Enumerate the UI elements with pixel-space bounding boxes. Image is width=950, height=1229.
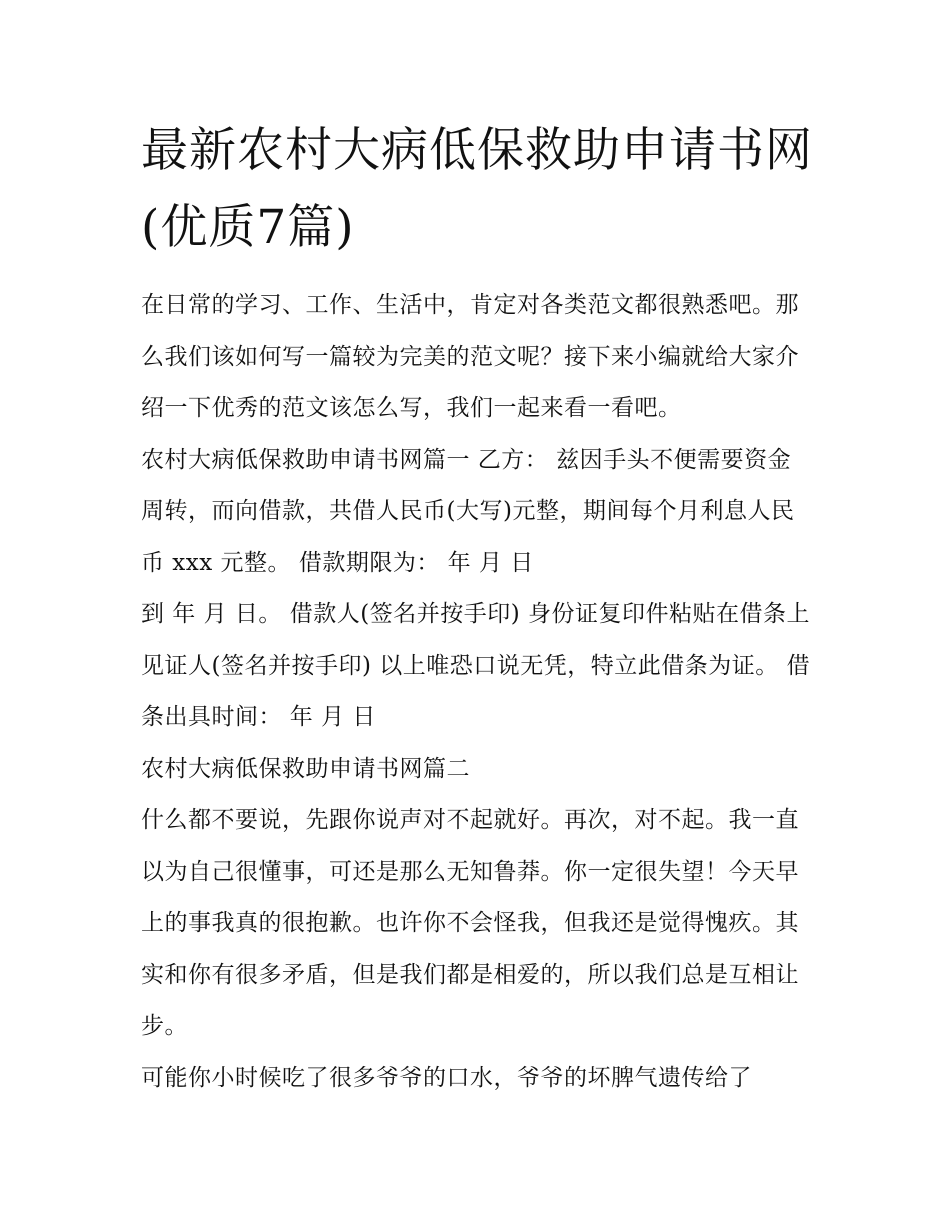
document-page <box>141 112 813 1104</box>
section-two-paragraph: 什么都不要说，先跟你说声对不起就好。再次，对不起。我一直以为自己很懂事，可还是那么无知鲁莽。你一定很失望！今天早上的事我真的很抱歉。也许你不会怪我，但我还是觉得愧疚。其实和你有很多矛盾，但是我们都是相爱的，所以我们总是互相让步。 <box>141 807 799 1039</box>
document-title: 最新农村大病低保救助申请书网(优质7篇) <box>141 123 813 255</box>
section-one-paragraph: 农村大病低保救助申请书网篇一 乙方： 兹因手头不便需要资金周转，而向借款，共借人民币(大写)元整，期间每个月利息人民币 xxx 元整。 借款期限为： 年 月 日 <box>141 446 795 576</box>
section-one-continued-paragraph: 到 年 月 日。 借款人(签名并按手印) 身份证复印件粘贴在借条上 见证人(签名并按手印) 以上唯恐口说无凭，特立此借条为证。 借条出具时间： 年 月 日 <box>141 601 811 730</box>
section-two-heading: 农村大病低保救助申请书网篇二 <box>141 755 470 782</box>
trailing-paragraph: 可能你小时候吃了很多爷爷的口水，爷爷的坏脾气遗传给了 <box>141 1064 752 1091</box>
intro-paragraph: 在日常的学习、工作、生活中，肯定对各类范文都很熟悉吧。那么我们该如何写一篇较为完美的范文呢？接下来小编就给大家介绍一下优秀的范文该怎么写，我们一起来看一看吧。 <box>141 292 799 421</box>
